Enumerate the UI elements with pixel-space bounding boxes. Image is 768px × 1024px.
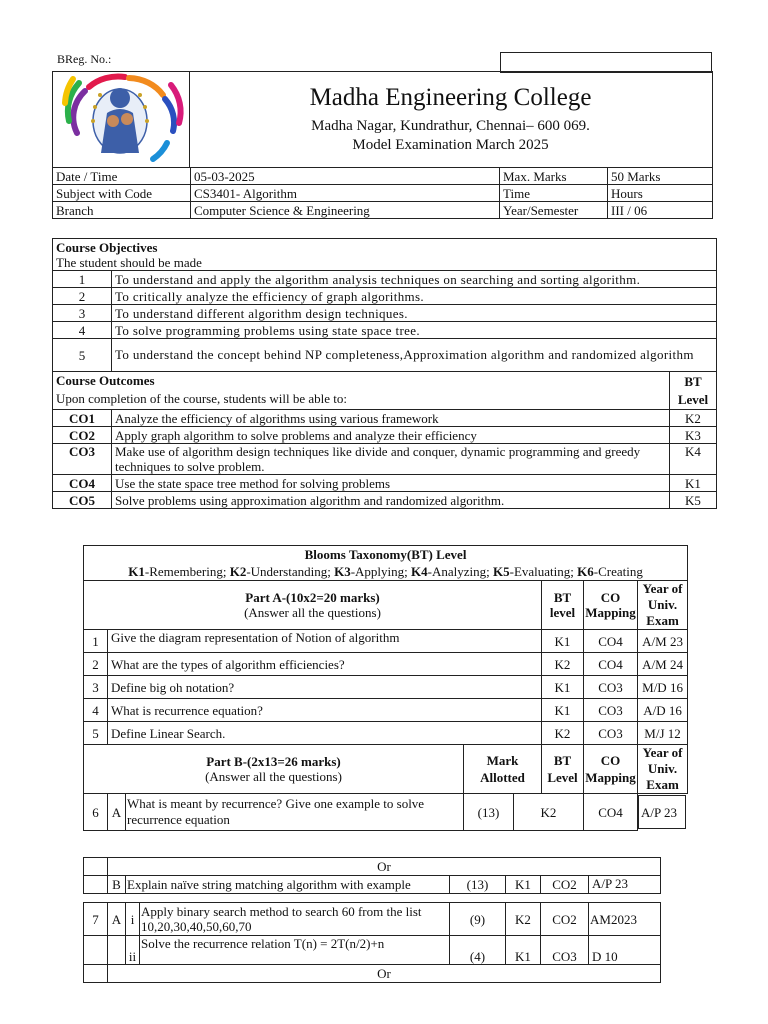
info-row-date [53,168,713,185]
question-co: CO2 [541,876,589,894]
outcome-text: Make use of algorithm design techniques like divide and conquer, dynamic programming and greedy techniques to solve problem. [112,444,670,475]
question-co: CO4 [584,630,638,653]
objectives-header [53,239,717,271]
part-b-question [84,876,661,894]
blooms-title: Blooms Taxonomy(BT) Level [304,547,467,562]
question-text: What is recurrence equation? [108,699,542,722]
question-text: Solve the recurrence relation T(n) = 2T(n/2)+n [140,936,450,965]
outcome-row [53,410,717,427]
col-co-2: Mapping [585,770,636,785]
question-marks: (13) [450,876,506,894]
exam-info-table [52,167,713,219]
objective-no: 3 [53,305,112,322]
question-bt: K2 [542,653,584,676]
question-text: Apply binary search method to search 60 from the list 10,20,30,40,50,60,70 [140,903,450,936]
question-year: M/J 12 [638,722,688,745]
col-co-1: CO [600,590,621,605]
question-year: A/D 16 [638,699,688,722]
col-co-2: Mapping [585,605,636,620]
question-no: 7 [84,903,108,936]
part-a-question [84,630,688,653]
objective-text: To understand and apply the algorithm analysis techniques on searching and sorting algorithm. [112,271,717,288]
objective-text: To understand different algorithm design techniques. [112,305,717,322]
course-objectives-table [52,238,717,509]
objective-row [53,305,717,322]
col-co-1: CO [600,753,621,768]
outcome-row [53,444,717,475]
question-part: B [108,876,126,894]
objectives-title: Course Objectives [56,240,158,255]
year-label: Year/Semester [500,202,608,219]
question-bt: K1 [542,676,584,699]
part-a-question [84,676,688,699]
time-value: Hours [608,185,713,202]
part-a-header [84,581,688,630]
question-marks: (4) [450,936,506,965]
question-year: A/M 24 [638,653,688,676]
col-mark-1: Mark [486,753,519,768]
or-row [84,965,661,983]
question-bt: K1 [542,630,584,653]
outcome-code: CO3 [53,444,112,475]
reg-no-box[interactable] [500,52,712,73]
question-year: M/D 16 [638,676,688,699]
question-co: CO4 [584,794,638,831]
outcome-text: Use the state space tree method for solving problems [112,475,670,492]
question-no: 6 [84,794,108,831]
part-a-question [84,653,688,676]
question-co: CO2 [541,903,589,936]
question-year: AM2023 [589,903,661,936]
outcome-code: CO4 [53,475,112,492]
info-row-subject [53,185,713,202]
outcomes-title: Course Outcomes [56,373,155,388]
question-year: A/P 23 [589,876,661,894]
question-co: CO3 [541,936,589,965]
question-text: What are the types of algorithm efficiencies? [108,653,542,676]
col-bt-2: Level [547,770,578,785]
question-text: What is meant by recurrence? Give one example to solve recurrence equation [126,794,464,831]
date-value: 05-03-2025 [191,168,500,185]
part-a-question [84,699,688,722]
part-b-header [84,745,688,794]
question-year: A/M 23 [638,630,688,653]
question-bt: K1 [506,936,541,965]
outcome-code: CO1 [53,410,112,427]
bt-level-header-1: BT [684,373,702,389]
or-row [84,858,661,876]
outcome-text: Apply graph algorithm to solve problems and analyze their efficiency [112,427,670,444]
outcome-code: CO5 [53,492,112,509]
part-b-title: Part B-(2x13=26 marks) [206,754,341,769]
question-co: CO3 [584,722,638,745]
date-label: Date / Time [53,168,191,185]
part-b-question [84,936,661,965]
col-year: Year of Univ. Exam [638,745,688,794]
objective-row [53,288,717,305]
outcome-code: CO2 [53,427,112,444]
subject-value: CS3401- Algorithm [191,185,500,202]
time-label: Time [500,185,608,202]
question-co: CO4 [584,653,638,676]
part-b-question [84,903,661,936]
question-no: 1 [84,630,108,653]
branch-label: Branch [53,202,191,219]
objective-text: To critically analyze the efficiency of graph algorithms. [112,288,717,305]
question-part: A [108,903,126,936]
col-mark-2: Allotted [480,770,525,785]
college-logo-icon [55,73,185,165]
blooms-row [84,546,688,581]
part-a-title: Part A-(10x2=20 marks) [245,590,380,605]
outcome-bt: K1 [670,475,717,492]
maxmarks-label: Max. Marks [500,168,608,185]
question-sub: i [126,903,140,936]
question-part: A [108,794,126,831]
subject-label: Subject with Code [53,185,191,202]
question-bt: K1 [542,699,584,722]
question-no: 4 [84,699,108,722]
objective-row [53,271,717,288]
objective-no: 1 [53,271,112,288]
year-value: III / 06 [608,202,713,219]
question-text: Define Linear Search. [108,722,542,745]
outcome-row [53,427,717,444]
info-row-branch [53,202,713,219]
question-text: Explain naïve string matching algorithm with example [126,876,450,894]
question-co: CO3 [584,676,638,699]
maxmarks-value: 50 Marks [608,168,713,185]
objective-text: To solve programming problems using state space tree. [112,322,717,339]
outcome-bt: K5 [670,492,717,509]
outcomes-intro: Upon completion of the course, students will be able to: [56,391,347,406]
question-bt: K2 [514,794,584,831]
question-marks: (9) [450,903,506,936]
question-bt: K1 [506,876,541,894]
question-text: Give the diagram representation of Notion of algorithm [108,630,542,653]
bt-level-header-2: Level [677,391,709,407]
part-b-subtitle: (Answer all the questions) [205,769,342,784]
question-marks: (13) [464,794,514,831]
college-name: Madha Engineering College [309,84,592,111]
blooms-levels: K1-Remembering; K2-Understanding; K3-Applying; K4-Analyzing; K5-Evaluating; K6-Creating [128,564,643,579]
part-b-continued-table [83,857,661,983]
outcome-row [53,475,717,492]
college-address: Madha Nagar, Kundrathur, Chennai– 600 069. [311,118,590,134]
exam-title: Model Examination March 2025 [352,137,549,153]
question-bt: K2 [506,903,541,936]
objective-row [53,322,717,339]
question-sub: ii [126,936,140,965]
question-table [83,545,688,831]
objective-row [53,339,717,372]
question-year: D 10 [589,936,661,965]
branch-value: Computer Science & Engineering [191,202,500,219]
question-bt: K2 [542,722,584,745]
question-text: Define big oh notation? [108,676,542,699]
question-co: CO3 [584,699,638,722]
outcome-text: Solve problems using approximation algorithm and randomized algorithm. [112,492,670,509]
objective-no: 5 [53,339,112,372]
outcomes-header [53,372,717,410]
question-no: 2 [84,653,108,676]
or-separator: Or [108,858,661,876]
part-b-question [84,794,688,831]
objective-no: 4 [53,322,112,339]
part-a-subtitle: (Answer all the questions) [244,605,381,620]
col-bt-2: level [549,605,576,620]
objectives-intro: The student should be made [56,255,202,270]
col-bt-1: BT [553,753,572,768]
or-separator: Or [108,965,661,983]
objective-text: To understand the concept behind NP completeness,Approximation algorithm and randomized algorithm [112,339,717,372]
reg-no-label: BReg. No.: [57,52,112,66]
question-year: A/P 23 [638,795,686,829]
question-no: 3 [84,676,108,699]
outcome-bt: K3 [670,427,717,444]
outcome-text: Analyze the efficiency of algorithms using various framework [112,410,670,427]
col-bt-1: BT [553,590,572,605]
question-no: 5 [84,722,108,745]
outcome-bt: K4 [670,444,717,475]
col-year: Year of Univ. Exam [638,581,688,630]
outcome-row [53,492,717,509]
objective-no: 2 [53,288,112,305]
part-a-question [84,722,688,745]
outcome-bt: K2 [670,410,717,427]
